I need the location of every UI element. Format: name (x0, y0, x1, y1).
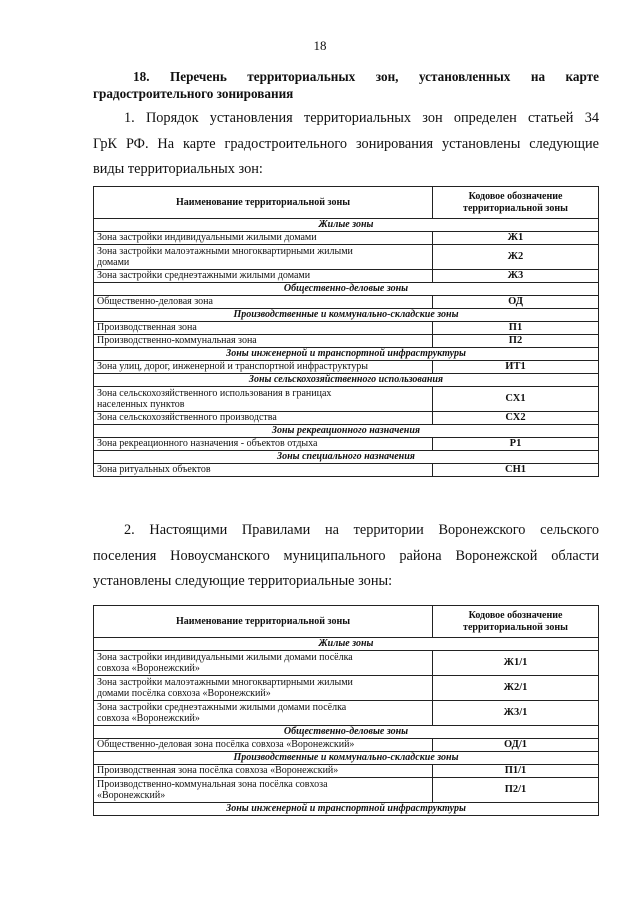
zone-name: Зона застройки малоэтажными многоквартирными жилыми домами посёлка совхоза «Воронежский» (94, 676, 433, 701)
header-zone-name: Наименование территориальной зоны (94, 606, 433, 638)
zone-code: СХ1 (433, 387, 599, 412)
group-header: Зоны сельскохозяйственного использования (94, 374, 599, 387)
page-number: 18 (313, 38, 327, 53)
group-header: Общественно-деловые зоны (94, 283, 599, 296)
table-row (94, 232, 599, 245)
table-header-row (94, 187, 599, 219)
zone-code: П2 (433, 335, 599, 348)
table-row (94, 739, 599, 752)
zone-name: Общественно-деловая зона (94, 296, 433, 309)
section-heading (93, 68, 599, 102)
paragraph-2-line3: установлены следующие территориальные зоны: (93, 573, 393, 589)
table-row (94, 464, 599, 477)
group-header: Производственные и коммунально-складские зоны (94, 309, 599, 322)
table-row (94, 651, 599, 676)
table-row (94, 765, 599, 778)
zone-name: Зона ритуальных объектов (94, 464, 433, 477)
zone-name: Зона застройки малоэтажными многоквартирными жилыми домами (94, 245, 433, 270)
paragraph-2-line2: поселения Новоусманского муниципального района Воронежской области (93, 547, 599, 564)
table-row (94, 335, 599, 348)
zone-name: Производственная зона (94, 322, 433, 335)
paragraph-2 (93, 518, 599, 595)
zone-code: Ж1/1 (433, 651, 599, 676)
zone-code: Ж2/1 (433, 676, 599, 701)
group-header: Зоны рекреационного назначения (94, 425, 599, 438)
zone-name: Производственно-коммунальная зона посёлка совхоза «Воронежский» (94, 778, 433, 803)
table-row (94, 270, 599, 283)
zone-code: Ж1 (433, 232, 599, 245)
header-zone-code: Кодовое обозначение территориальной зоны (433, 187, 599, 219)
zone-code: ОД (433, 296, 599, 309)
group-header: Зоны специального назначения (94, 451, 599, 464)
zone-name: Зона сельскохозяйственного использования в границах населенных пунктов (94, 387, 433, 412)
header-zone-code: Кодовое обозначение территориальной зоны (433, 606, 599, 638)
section-heading-line2: градостроительного зонирования (93, 86, 294, 101)
group-header: Зоны инженерной и транспортной инфраструктуры (94, 803, 599, 816)
group-header: Общественно-деловые зоны (94, 726, 599, 739)
zone-code: СН1 (433, 464, 599, 477)
zone-name: Зона сельскохозяйственного производства (94, 412, 433, 425)
group-header: Зоны инженерной и транспортной инфраструктуры (94, 348, 599, 361)
table-row (94, 322, 599, 335)
paragraph-2-line1: 2. Настоящими Правилами на территории Воронежского сельского (124, 522, 599, 538)
paragraph-1-line2: ГрК РФ. На карте градостроительного зонирования установлены следующие (93, 135, 599, 152)
zone-code: ИТ1 (433, 361, 599, 374)
table-row (94, 387, 599, 412)
zone-name: Зона застройки среднеэтажными жилыми домами посёлка совхоза «Воронежский» (94, 701, 433, 726)
zone-name: Зона застройки индивидуальными жилыми домами посёлка совхоза «Воронежский» (94, 651, 433, 676)
table-row (94, 412, 599, 425)
zone-code: ОД/1 (433, 739, 599, 752)
table-row (94, 296, 599, 309)
zone-code: Ж3/1 (433, 701, 599, 726)
zone-name: Зона улиц, дорог, инженерной и транспортной инфраструктуры (94, 361, 433, 374)
zones-table-1 (93, 186, 599, 477)
zone-code: П1 (433, 322, 599, 335)
zone-name: Зона рекреационного назначения - объектов отдыха (94, 438, 433, 451)
paragraph-1-line1: 1. Порядок установления территориальных зон определен статьей 34 (124, 110, 599, 126)
table-row (94, 701, 599, 726)
zone-name: Общественно-деловая зона посёлка совхоза «Воронежский» (94, 739, 433, 752)
paragraph-1 (93, 106, 599, 183)
zone-name: Производственная зона посёлка совхоза «Воронежский» (94, 765, 433, 778)
zones-table-2 (93, 605, 599, 816)
table-header-row (94, 606, 599, 638)
header-zone-name: Наименование территориальной зоны (94, 187, 433, 219)
zone-name: Зона застройки среднеэтажными жилыми домами (94, 270, 433, 283)
table-row (94, 676, 599, 701)
group-header: Жилые зоны (94, 638, 599, 651)
zone-code: Ж3 (433, 270, 599, 283)
section-heading-line1: 18. Перечень территориальных зон, установленных на карте (133, 69, 599, 84)
group-header: Производственные и коммунально-складские зоны (94, 752, 599, 765)
paragraph-1-line3: виды территориальных зон: (93, 161, 263, 177)
table-row (94, 361, 599, 374)
zone-code: П2/1 (433, 778, 599, 803)
table-row (94, 778, 599, 803)
zone-name: Производственно-коммунальная зона (94, 335, 433, 348)
zone-name: Зона застройки индивидуальными жилыми домами (94, 232, 433, 245)
zone-code: Р1 (433, 438, 599, 451)
zone-code: СХ2 (433, 412, 599, 425)
group-header: Жилые зоны (94, 219, 599, 232)
zone-code: П1/1 (433, 765, 599, 778)
table-row (94, 438, 599, 451)
zone-code: Ж2 (433, 245, 599, 270)
table-row (94, 245, 599, 270)
